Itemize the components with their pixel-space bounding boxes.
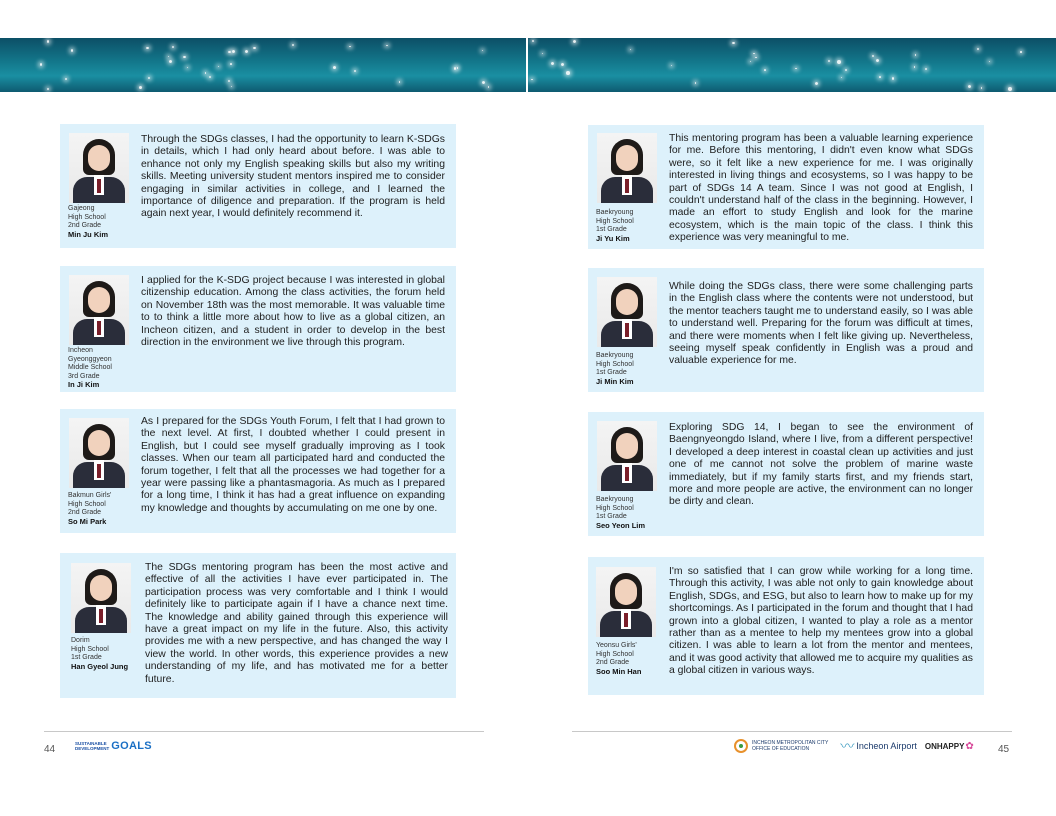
water-sparkle [532, 40, 534, 42]
sdg-logo [75, 740, 152, 752]
water-sparkle [828, 60, 830, 62]
water-sparkle [841, 77, 842, 78]
water-sparkle [172, 46, 174, 48]
water-sparkle [837, 60, 840, 63]
page-number-right: 45 [998, 744, 1010, 755]
school-line: Baekryoung [596, 352, 634, 359]
testimonial-card [60, 409, 456, 533]
sdg-logo-line: SUSTAINABLE [75, 741, 107, 746]
water-sparkle [755, 57, 756, 58]
water-sparkle [148, 77, 150, 79]
water-sparkle [168, 56, 169, 57]
testimonial-text: Through the SDGs classes, I had the opportunity to learn K-SDGs in details, which I had only heard about before. I was able to enhance not only my English speaking skills but also my writing skills. Meeting university student mentors inspired me to consider engaging in similar activities in college, and I learned the importance of diligence and preparation. If the program is held again next year, I would definitely recommend it. [141, 134, 445, 220]
student-name: Seo Yeon Lim [596, 520, 646, 530]
water-sparkle [482, 81, 485, 84]
water-sparkle [47, 40, 49, 42]
grade-line: 1st Grade [71, 654, 102, 661]
water-sparkle [218, 66, 219, 67]
student-photo [597, 133, 657, 203]
water-sparkle [561, 63, 564, 66]
sdg-goals-wordmark: GOALS [111, 740, 152, 752]
water-sparkle [488, 86, 489, 87]
water-sparkle [989, 61, 991, 63]
testimonial-text: Exploring SDG 14, I began to see the environment of Baengnyeongdo Island, where I live, from a different perspective! I developed a deep interest in coastal clean up activities and just one of me cannot not solve the problem of marine waste immediately, but if my family starts first, and my friends start, more and more people are active, the environment can no longer be dirty and clean. [669, 422, 973, 508]
school-line: High School [596, 217, 634, 225]
water-sparkle [977, 48, 979, 50]
student-photo [597, 277, 657, 347]
water-sparkle [915, 54, 916, 55]
page-number-left: 44 [44, 744, 56, 755]
water-sparkle [573, 40, 576, 43]
school-line: High School [596, 650, 634, 658]
water-sparkle [815, 82, 818, 85]
student-info [68, 205, 108, 239]
school-line: High School [68, 213, 106, 221]
water-sparkle [981, 87, 982, 88]
school-line: Baekryoung [596, 496, 634, 503]
testimonial-card [588, 125, 984, 249]
school-line: High School [71, 645, 109, 653]
water-sparkle [925, 68, 927, 70]
footer-divider-right [572, 731, 1012, 732]
student-info [596, 496, 645, 530]
water-sparkle [764, 69, 766, 71]
water-sparkle [232, 50, 235, 53]
grade-line: 2nd Grade [68, 222, 102, 229]
partner-logos [734, 736, 974, 756]
student-photo [71, 563, 131, 633]
testimonial-card [588, 412, 984, 536]
water-sparkle [47, 88, 49, 90]
water-sparkle [879, 76, 881, 78]
water-sparkle [333, 66, 336, 69]
grade-line: 1st Grade [596, 513, 627, 520]
footer-divider-left [44, 731, 484, 732]
airport-wave-icon: 〰 [840, 738, 855, 754]
school-line: Gyeonggyeon [68, 355, 112, 363]
water-sparkle [630, 49, 632, 51]
ocean-banner-right [528, 38, 1056, 92]
water-sparkle [872, 55, 874, 57]
school-line: High School [596, 360, 634, 368]
education-office-icon [734, 739, 748, 753]
education-office-line: OFFICE OF EDUCATION [752, 746, 810, 752]
student-name: Han Gyeol Jung [71, 661, 129, 671]
school-line: High School [596, 504, 634, 512]
grade-line: 2nd Grade [596, 659, 630, 666]
water-sparkle [65, 78, 67, 80]
water-sparkle [40, 63, 43, 66]
water-sparkle [253, 47, 255, 49]
water-sparkle [750, 61, 751, 62]
water-sparkle [892, 77, 895, 80]
testimonial-text: This mentoring program has been a valuable learning experience for me. Before this mentoring, I didn't even know what SDGs were, so it felt like a new experience for me. I was originally interested in living things and ecosystems, so I was happy to be part of SDGs 14 A team. Since I was not good at English, I couldn't understand half of the class in the beginning. However, I made an effort to study English and look for the marine ecosystem, which is the main topic of the class. I think this experience was very meaningful to me. [669, 133, 973, 244]
airport-logo-text: Incheon Airport [856, 741, 917, 751]
water-sparkle [454, 67, 456, 69]
water-sparkle [183, 56, 186, 59]
grade-line: 3rd Grade [68, 372, 100, 380]
water-sparkle [566, 71, 569, 74]
water-sparkle [1008, 87, 1011, 90]
testimonial-text: I applied for the K-SDG project because I was interested in global citizenship education. Among the class activities, the forum held on November 18th was the most memorable. It was valuable time to to think a little more about how to live as a global citizen, an Incheon citizen, and a student in order to develop in the best direction in the environment we live through this program. [141, 275, 445, 349]
water-sparkle [230, 63, 232, 65]
water-sparkle [457, 67, 458, 68]
sdg-logo-line: DEVELOPMENT [75, 746, 110, 751]
water-sparkle [71, 49, 74, 52]
school-line: High School [68, 500, 106, 508]
testimonial-card [60, 124, 456, 248]
water-sparkle [231, 86, 232, 87]
water-sparkle [386, 45, 388, 47]
water-sparkle [349, 46, 351, 48]
school-line: Gajeong [68, 205, 95, 212]
student-name: Soo Min Han [596, 666, 642, 676]
water-sparkle [551, 62, 554, 65]
water-sparkle [542, 53, 544, 55]
student-photo [69, 418, 129, 488]
grade-line: 1st Grade [596, 226, 627, 233]
student-name: Min Ju Kim [68, 229, 109, 239]
water-sparkle [245, 50, 248, 53]
water-sparkle [228, 51, 230, 53]
school-line: Dorim [71, 637, 90, 644]
water-sparkle [876, 59, 879, 62]
student-photo [596, 567, 656, 637]
water-sparkle [531, 79, 532, 80]
grade-line: 2nd Grade [68, 509, 102, 516]
water-sparkle [795, 68, 796, 69]
education-office-line: INCHEON METROPOLITAN CITY [752, 740, 829, 746]
testimonial-text: The SDGs mentoring program has been the most active and effective of all the activities I have ever participated in. The participation process was very comfortable and I think I would definitely like to participate again if I have a chance next time. The knowledge and ability gained through this experience will have a great impact on my life in the future. Also, this activity provides me with a new perspective, and has changed the way I view the world. In other words, this experience provides a new understanding of my life, and has motivated me for a better future. [145, 562, 448, 685]
student-name: Ji Min Kim [596, 376, 634, 386]
water-sparkle [169, 60, 172, 63]
testimonial-card [588, 268, 984, 392]
water-sparkle [209, 76, 212, 79]
testimonial-card [588, 557, 984, 695]
water-sparkle [695, 82, 696, 83]
water-sparkle [187, 67, 188, 68]
water-sparkle [205, 72, 207, 74]
ocean-banner-left [0, 38, 526, 92]
onhappy-logo-text: ONHAPPY [924, 741, 965, 751]
student-info [68, 492, 111, 526]
testimonial-card [60, 553, 456, 698]
onhappy-flower-icon: ✿ [965, 740, 974, 752]
testimonial-text: While doing the SDGs class, there were some challenging parts in the English class where the contents were not understood, but the mentor teachers taught me to understand easily, so I was able to understand well. Preparing for the forum was difficult at times, and there were moments when I felt like giving up. Nevertheless, seeing myself speak confidently in English was a proud and valuable experience for me. [669, 281, 973, 367]
student-name: Ji Yu Kim [596, 233, 630, 243]
student-photo [597, 421, 657, 491]
testimonial-text: As I prepared for the SDGs Youth Forum, I felt that I had grown to the next level. At first, I doubted whether I could present in English, but I could see myself gradually improving as I took classes. When our team all participated hard and conducted the forum together, I felt that all the processes we had together for a year were passing like a phantasmagoria. As much as I prepared for a long time, I think it has had a great influence on expanding my knowledge and thoughts by accumulating on me one by one. [141, 416, 445, 514]
student-photo [69, 133, 129, 203]
testimonial-text: I'm so satisfied that I can grow while working for a long time. Through this activity, I was able not only to gain knowledge about English, SDGs, and ESG, but also to learn how to make up for my shortcomings. As I participated in the forum and thought that I had grown into a global citizen, I wanted to play a role as a mentor rather than as a mentee to help my mentees grow into a global citizen. I was able to learn a lot from the mentor and mentees, and it was good activity that allowed me to acquire my qualities as a global citizen in various ways. [669, 566, 973, 677]
student-info [68, 347, 112, 390]
student-info [596, 352, 634, 386]
school-line: Baekryoung [596, 209, 634, 216]
student-photo [69, 275, 129, 345]
water-sparkle [399, 81, 401, 83]
grade-line: 1st Grade [596, 369, 627, 376]
water-sparkle [732, 42, 735, 45]
school-line: Middle School [68, 364, 112, 371]
water-sparkle [671, 65, 673, 67]
testimonial-card [60, 266, 456, 392]
student-info [71, 637, 128, 671]
student-name: In Ji Kim [68, 380, 100, 389]
school-line: Bakmun Girls' [68, 492, 112, 499]
school-line: Yeonsu Girls' [596, 642, 637, 649]
water-sparkle [845, 69, 847, 71]
water-sparkle [139, 86, 142, 89]
water-sparkle [146, 47, 149, 50]
school-line: Incheon [68, 347, 93, 354]
water-sparkle [482, 50, 483, 51]
water-sparkle [1020, 51, 1021, 52]
student-name: So Mi Park [68, 516, 107, 526]
water-sparkle [753, 53, 754, 54]
student-info [596, 642, 641, 676]
water-sparkle [914, 66, 916, 68]
water-sparkle [968, 85, 971, 88]
water-sparkle [292, 44, 294, 46]
student-info [596, 209, 634, 243]
water-sparkle [228, 80, 230, 82]
water-sparkle [354, 70, 356, 72]
